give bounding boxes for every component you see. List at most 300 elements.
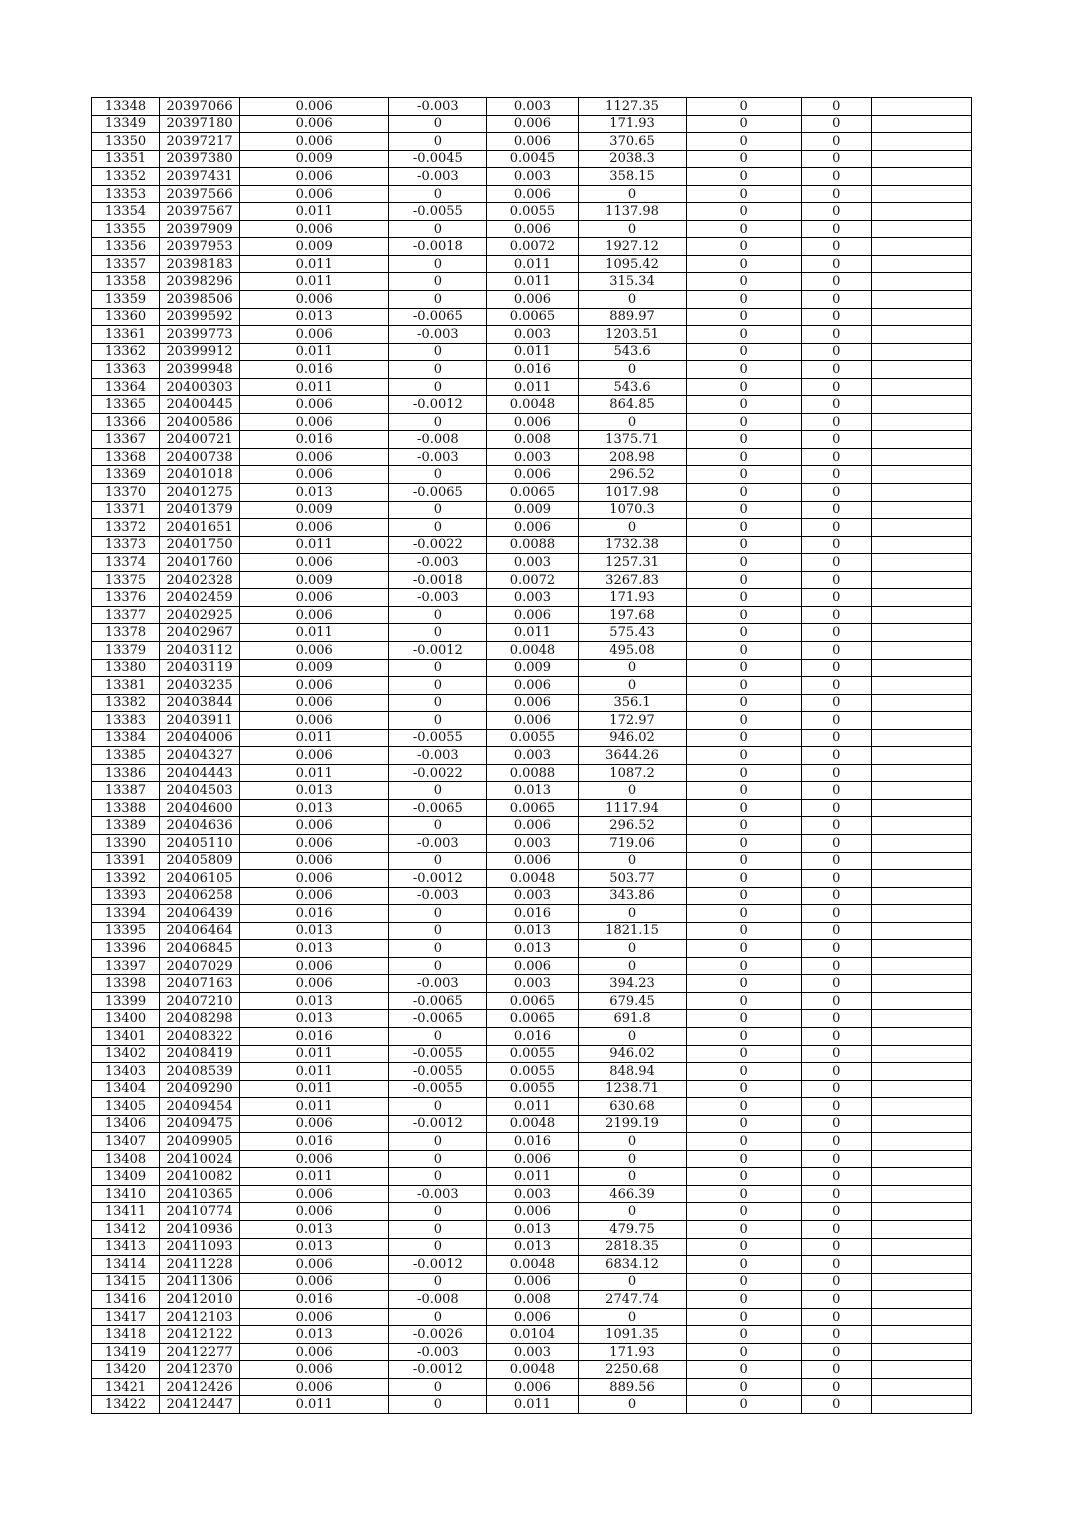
table-cell: 13395 bbox=[92, 922, 160, 940]
table-cell: 0 bbox=[389, 378, 487, 396]
table-cell: 0.013 bbox=[240, 992, 389, 1010]
table-cell: 0 bbox=[686, 940, 801, 958]
table-cell: 1117.94 bbox=[578, 799, 686, 817]
table-cell: 0 bbox=[801, 1098, 871, 1116]
table-cell: 370.65 bbox=[578, 133, 686, 151]
table-cell: 0 bbox=[389, 677, 487, 695]
table-cell: 0.006 bbox=[240, 887, 389, 905]
table-cell: 0.013 bbox=[240, 1326, 389, 1344]
table-cell: 0 bbox=[686, 1343, 801, 1361]
table-cell: 1257.31 bbox=[578, 554, 686, 572]
table-cell: 20406258 bbox=[160, 887, 240, 905]
table-cell: 0 bbox=[801, 975, 871, 993]
table-row bbox=[92, 168, 972, 186]
table-cell: 13355 bbox=[92, 220, 160, 238]
table-cell: 0 bbox=[389, 255, 487, 273]
table-cell: 20404327 bbox=[160, 747, 240, 765]
table-cell: 0 bbox=[686, 1291, 801, 1309]
table-cell: -0.0012 bbox=[389, 641, 487, 659]
table-cell: 0.0065 bbox=[487, 992, 578, 1010]
data-table bbox=[91, 97, 972, 1414]
table-cell: 0.006 bbox=[240, 554, 389, 572]
table-cell: 0.013 bbox=[240, 940, 389, 958]
table-cell: 0 bbox=[801, 1010, 871, 1028]
table-cell: 1017.98 bbox=[578, 484, 686, 502]
table-cell: 13365 bbox=[92, 396, 160, 414]
table-cell: 0 bbox=[686, 1273, 801, 1291]
table-cell bbox=[871, 1133, 971, 1151]
table-cell: 0 bbox=[578, 1168, 686, 1186]
table-cell: 0 bbox=[389, 1238, 487, 1256]
table-row bbox=[92, 852, 972, 870]
table-cell: 3267.83 bbox=[578, 571, 686, 589]
table-row bbox=[92, 554, 972, 572]
table-cell: 0 bbox=[389, 291, 487, 309]
table-cell bbox=[871, 922, 971, 940]
table-cell: 13376 bbox=[92, 589, 160, 607]
table-cell: 0.006 bbox=[487, 1378, 578, 1396]
table-cell: 0.006 bbox=[240, 1115, 389, 1133]
table-cell bbox=[871, 361, 971, 379]
table-cell: 0 bbox=[578, 1273, 686, 1291]
table-cell: 0 bbox=[686, 1098, 801, 1116]
table-cell: -0.003 bbox=[389, 448, 487, 466]
table-cell: 13404 bbox=[92, 1080, 160, 1098]
table-cell: 0.006 bbox=[240, 168, 389, 186]
table-cell: 0.0055 bbox=[487, 1063, 578, 1081]
table-cell: 0.006 bbox=[240, 1273, 389, 1291]
table-cell: 0.003 bbox=[487, 747, 578, 765]
table-cell: 0 bbox=[686, 1063, 801, 1081]
table-cell: 20397180 bbox=[160, 115, 240, 133]
table-cell: 172.97 bbox=[578, 712, 686, 730]
table-cell: 20404503 bbox=[160, 782, 240, 800]
table-cell: 0.006 bbox=[240, 115, 389, 133]
table-cell bbox=[871, 1378, 971, 1396]
table-cell: 3644.26 bbox=[578, 747, 686, 765]
table-cell: -0.003 bbox=[389, 975, 487, 993]
table-cell: -0.003 bbox=[389, 168, 487, 186]
table-cell: 0 bbox=[686, 1115, 801, 1133]
table-cell: 13378 bbox=[92, 624, 160, 642]
table-cell: 0.006 bbox=[240, 1308, 389, 1326]
table-cell: 0 bbox=[686, 343, 801, 361]
table-cell: 946.02 bbox=[578, 729, 686, 747]
table-cell: 0.011 bbox=[240, 729, 389, 747]
table-cell: 20397380 bbox=[160, 150, 240, 168]
table-cell: 0 bbox=[389, 220, 487, 238]
table-cell: 0.0065 bbox=[487, 799, 578, 817]
table-cell: 0.016 bbox=[240, 1291, 389, 1309]
table-cell: 0 bbox=[389, 1203, 487, 1221]
table-cell: 0 bbox=[686, 220, 801, 238]
table-cell: 13420 bbox=[92, 1361, 160, 1379]
table-cell: 0 bbox=[801, 1080, 871, 1098]
table-cell: 20397567 bbox=[160, 203, 240, 221]
table-row bbox=[92, 133, 972, 151]
table-cell: 0 bbox=[801, 624, 871, 642]
table-cell: -0.0026 bbox=[389, 1326, 487, 1344]
table-cell: 0.0065 bbox=[487, 308, 578, 326]
table-cell: 0.0055 bbox=[487, 729, 578, 747]
table-cell: 0.016 bbox=[240, 361, 389, 379]
table-cell: 0.013 bbox=[487, 782, 578, 800]
table-cell: 0.0048 bbox=[487, 1115, 578, 1133]
table-cell: 13413 bbox=[92, 1238, 160, 1256]
table-row bbox=[92, 1273, 972, 1291]
table-cell: 0 bbox=[801, 1168, 871, 1186]
table-cell: 0.006 bbox=[240, 641, 389, 659]
table-cell: 0.006 bbox=[240, 817, 389, 835]
table-cell: 0 bbox=[686, 536, 801, 554]
table-cell: 197.68 bbox=[578, 606, 686, 624]
table-cell: 691.8 bbox=[578, 1010, 686, 1028]
table-cell: 13412 bbox=[92, 1221, 160, 1239]
table-row bbox=[92, 238, 972, 256]
table-cell: 1087.2 bbox=[578, 764, 686, 782]
table-cell: 0 bbox=[801, 957, 871, 975]
table-cell: 13387 bbox=[92, 782, 160, 800]
table-cell: 0.0048 bbox=[487, 1361, 578, 1379]
table-cell: 171.93 bbox=[578, 1343, 686, 1361]
table-cell: 20408322 bbox=[160, 1027, 240, 1045]
table-cell: 0.011 bbox=[240, 203, 389, 221]
table-cell: 0.016 bbox=[487, 1133, 578, 1151]
table-cell: 0 bbox=[686, 659, 801, 677]
table-cell bbox=[871, 238, 971, 256]
table-cell: 0 bbox=[686, 1133, 801, 1151]
table-cell: 0 bbox=[686, 870, 801, 888]
table-row bbox=[92, 1326, 972, 1344]
table-cell: 0 bbox=[801, 431, 871, 449]
table-row bbox=[92, 150, 972, 168]
table-cell: 20412122 bbox=[160, 1326, 240, 1344]
table-cell: 0.013 bbox=[240, 1010, 389, 1028]
table-cell: 679.45 bbox=[578, 992, 686, 1010]
table-cell: -0.0065 bbox=[389, 799, 487, 817]
table-cell: -0.0055 bbox=[389, 1045, 487, 1063]
table-cell: 0 bbox=[389, 659, 487, 677]
table-cell: 13417 bbox=[92, 1308, 160, 1326]
table-cell: 13419 bbox=[92, 1343, 160, 1361]
table-cell: 20401018 bbox=[160, 466, 240, 484]
table-cell: 575.43 bbox=[578, 624, 686, 642]
table-cell: 0.0065 bbox=[487, 484, 578, 502]
table-cell: -0.0065 bbox=[389, 992, 487, 1010]
table-cell: 13400 bbox=[92, 1010, 160, 1028]
table-cell: 0.011 bbox=[240, 1098, 389, 1116]
table-cell: 296.52 bbox=[578, 466, 686, 484]
table-cell: 13401 bbox=[92, 1027, 160, 1045]
table-cell bbox=[871, 1045, 971, 1063]
table-cell: 0 bbox=[801, 1326, 871, 1344]
table-cell: 0.006 bbox=[240, 606, 389, 624]
table-cell: 0 bbox=[578, 782, 686, 800]
table-cell: 13348 bbox=[92, 98, 160, 116]
table-cell: 13399 bbox=[92, 992, 160, 1010]
table-cell: 0 bbox=[389, 1221, 487, 1239]
table-cell: 0.006 bbox=[240, 975, 389, 993]
table-cell: 0 bbox=[801, 641, 871, 659]
table-cell bbox=[871, 957, 971, 975]
table-cell: 13367 bbox=[92, 431, 160, 449]
table-cell: 0.016 bbox=[487, 905, 578, 923]
table-cell: 0 bbox=[686, 957, 801, 975]
table-cell: 0 bbox=[686, 1027, 801, 1045]
table-cell bbox=[871, 273, 971, 291]
table-cell: -0.0055 bbox=[389, 729, 487, 747]
table-cell: 0.006 bbox=[487, 291, 578, 309]
table-cell: 0 bbox=[686, 1256, 801, 1274]
table-cell: 0 bbox=[686, 133, 801, 151]
table-row bbox=[92, 922, 972, 940]
table-cell: 13398 bbox=[92, 975, 160, 993]
table-cell bbox=[871, 870, 971, 888]
table-cell: 0.011 bbox=[487, 1168, 578, 1186]
table-cell: 20398506 bbox=[160, 291, 240, 309]
table-cell: 13407 bbox=[92, 1133, 160, 1151]
table-cell: 0.006 bbox=[240, 291, 389, 309]
table-cell: 0 bbox=[801, 940, 871, 958]
table-cell: -0.0012 bbox=[389, 870, 487, 888]
table-cell: 20412010 bbox=[160, 1291, 240, 1309]
table-cell: 0 bbox=[686, 1168, 801, 1186]
table-cell: 630.68 bbox=[578, 1098, 686, 1116]
table-cell: 13385 bbox=[92, 747, 160, 765]
table-cell: 0 bbox=[389, 782, 487, 800]
table-cell: 0 bbox=[389, 957, 487, 975]
table-cell: 466.39 bbox=[578, 1185, 686, 1203]
table-cell: 0.006 bbox=[487, 712, 578, 730]
table-cell: 0.009 bbox=[240, 571, 389, 589]
table-cell: 13414 bbox=[92, 1256, 160, 1274]
table-row bbox=[92, 396, 972, 414]
table-cell: 0.011 bbox=[240, 378, 389, 396]
table-cell bbox=[871, 554, 971, 572]
table-cell: 171.93 bbox=[578, 589, 686, 607]
table-row bbox=[92, 571, 972, 589]
table-cell: 0 bbox=[389, 361, 487, 379]
table-cell: 20403112 bbox=[160, 641, 240, 659]
table-cell: 0 bbox=[801, 501, 871, 519]
table-cell bbox=[871, 484, 971, 502]
table-row bbox=[92, 834, 972, 852]
table-cell: 20409905 bbox=[160, 1133, 240, 1151]
table-cell: 0 bbox=[686, 466, 801, 484]
table-cell: 0.013 bbox=[240, 782, 389, 800]
table-row bbox=[92, 361, 972, 379]
table-cell: 0 bbox=[389, 905, 487, 923]
table-cell: 0 bbox=[686, 255, 801, 273]
table-cell: 0.016 bbox=[240, 1133, 389, 1151]
table-cell: 0 bbox=[686, 203, 801, 221]
table-cell: 0 bbox=[578, 957, 686, 975]
table-cell: 0 bbox=[801, 834, 871, 852]
table-cell: 864.85 bbox=[578, 396, 686, 414]
table-cell: 0 bbox=[686, 519, 801, 537]
table-cell: 0.013 bbox=[240, 799, 389, 817]
table-cell: 0.006 bbox=[240, 747, 389, 765]
table-cell: 20398183 bbox=[160, 255, 240, 273]
table-cell bbox=[871, 729, 971, 747]
table-cell: 0.006 bbox=[487, 1150, 578, 1168]
table-cell: 13403 bbox=[92, 1063, 160, 1081]
table-row bbox=[92, 1027, 972, 1045]
table-cell bbox=[871, 1080, 971, 1098]
table-cell: 0 bbox=[578, 519, 686, 537]
table-cell: 20406845 bbox=[160, 940, 240, 958]
table-cell: 0 bbox=[801, 870, 871, 888]
table-cell: 394.23 bbox=[578, 975, 686, 993]
table-cell: 13394 bbox=[92, 905, 160, 923]
table-cell: 0.009 bbox=[240, 501, 389, 519]
table-cell: 0.011 bbox=[487, 1098, 578, 1116]
table-row bbox=[92, 1150, 972, 1168]
table-cell bbox=[871, 677, 971, 695]
table-cell bbox=[871, 291, 971, 309]
table-cell: 0.006 bbox=[240, 220, 389, 238]
table-cell: 0 bbox=[389, 940, 487, 958]
table-cell: 0 bbox=[801, 659, 871, 677]
table-cell: 13357 bbox=[92, 255, 160, 273]
table-cell: 20407163 bbox=[160, 975, 240, 993]
table-cell: 20398296 bbox=[160, 273, 240, 291]
table-row bbox=[92, 1308, 972, 1326]
table-cell: 20409475 bbox=[160, 1115, 240, 1133]
table-cell: 343.86 bbox=[578, 887, 686, 905]
table-cell: 0.0048 bbox=[487, 1256, 578, 1274]
table-cell: 0 bbox=[801, 1150, 871, 1168]
table-cell: 0 bbox=[801, 238, 871, 256]
table-cell: 0 bbox=[389, 1273, 487, 1291]
table-cell: 848.94 bbox=[578, 1063, 686, 1081]
table-cell: 13388 bbox=[92, 799, 160, 817]
table-cell: 479.75 bbox=[578, 1221, 686, 1239]
table-row bbox=[92, 1098, 972, 1116]
table-cell: 0 bbox=[389, 624, 487, 642]
table-cell: 0 bbox=[686, 431, 801, 449]
table-cell: 0.006 bbox=[240, 870, 389, 888]
table-cell: 0.003 bbox=[487, 834, 578, 852]
table-cell: 20406105 bbox=[160, 870, 240, 888]
table-row bbox=[92, 870, 972, 888]
table-cell: 0 bbox=[801, 922, 871, 940]
table-cell: 1127.35 bbox=[578, 98, 686, 116]
table-cell: 20410774 bbox=[160, 1203, 240, 1221]
table-cell bbox=[871, 641, 971, 659]
table-cell: 0.006 bbox=[487, 115, 578, 133]
table-cell: 20411093 bbox=[160, 1238, 240, 1256]
table-cell bbox=[871, 1027, 971, 1045]
table-cell bbox=[871, 466, 971, 484]
table-cell: -0.003 bbox=[389, 887, 487, 905]
table-cell: 20412426 bbox=[160, 1378, 240, 1396]
table-cell: 0 bbox=[801, 571, 871, 589]
table-cell: 6834.12 bbox=[578, 1256, 686, 1274]
table-cell bbox=[871, 326, 971, 344]
table-cell: 13386 bbox=[92, 764, 160, 782]
table-cell: 13416 bbox=[92, 1291, 160, 1309]
table-cell: 0 bbox=[389, 413, 487, 431]
table-cell: 0 bbox=[801, 992, 871, 1010]
table-cell: 20407210 bbox=[160, 992, 240, 1010]
table-cell: 20411228 bbox=[160, 1256, 240, 1274]
table-cell bbox=[871, 694, 971, 712]
table-cell bbox=[871, 571, 971, 589]
table-cell: 0.006 bbox=[240, 589, 389, 607]
table-cell: 358.15 bbox=[578, 168, 686, 186]
table-cell bbox=[871, 168, 971, 186]
table-cell: 2038.3 bbox=[578, 150, 686, 168]
table-cell: 0 bbox=[578, 361, 686, 379]
table-cell: 1070.3 bbox=[578, 501, 686, 519]
table-cell: 20397066 bbox=[160, 98, 240, 116]
table-cell: 0.003 bbox=[487, 326, 578, 344]
table-cell: -0.003 bbox=[389, 554, 487, 572]
table-cell: 13358 bbox=[92, 273, 160, 291]
table-cell: 0 bbox=[389, 343, 487, 361]
table-cell: 0 bbox=[686, 922, 801, 940]
table-cell: 20406464 bbox=[160, 922, 240, 940]
table-cell: 0 bbox=[801, 1396, 871, 1414]
table-row bbox=[92, 1238, 972, 1256]
table-row bbox=[92, 326, 972, 344]
table-cell bbox=[871, 887, 971, 905]
table-cell: 20401379 bbox=[160, 501, 240, 519]
table-row bbox=[92, 624, 972, 642]
table-cell: 0 bbox=[686, 396, 801, 414]
table-cell: 0.013 bbox=[487, 940, 578, 958]
table-cell: 20404636 bbox=[160, 817, 240, 835]
table-cell: 0.006 bbox=[240, 834, 389, 852]
table-cell: 543.6 bbox=[578, 378, 686, 396]
table-cell bbox=[871, 519, 971, 537]
table-cell bbox=[871, 1221, 971, 1239]
table-cell: 20403911 bbox=[160, 712, 240, 730]
table-row bbox=[92, 466, 972, 484]
table-cell bbox=[871, 203, 971, 221]
table-cell: 0 bbox=[801, 817, 871, 835]
table-cell: 0 bbox=[686, 361, 801, 379]
table-cell: 0 bbox=[686, 712, 801, 730]
table-cell: 0 bbox=[686, 694, 801, 712]
table-row bbox=[92, 115, 972, 133]
table-cell: 0.011 bbox=[487, 255, 578, 273]
table-row bbox=[92, 1291, 972, 1309]
table-cell: 0 bbox=[686, 501, 801, 519]
table-cell: 0 bbox=[686, 1378, 801, 1396]
table-cell: 20400445 bbox=[160, 396, 240, 414]
table-cell bbox=[871, 1308, 971, 1326]
table-cell: 13359 bbox=[92, 291, 160, 309]
table-cell: 0 bbox=[801, 220, 871, 238]
table-row bbox=[92, 641, 972, 659]
table-cell: 0 bbox=[686, 1326, 801, 1344]
table-cell: 0.006 bbox=[487, 606, 578, 624]
table-cell: 13409 bbox=[92, 1168, 160, 1186]
table-cell: 20403119 bbox=[160, 659, 240, 677]
table-cell: 13350 bbox=[92, 133, 160, 151]
table-cell: 0 bbox=[389, 273, 487, 291]
table-cell: 0 bbox=[389, 1027, 487, 1045]
table-cell: 0.006 bbox=[487, 817, 578, 835]
table-cell: 0 bbox=[801, 1361, 871, 1379]
table-cell: 0.011 bbox=[240, 764, 389, 782]
table-cell: 0.0072 bbox=[487, 571, 578, 589]
table-cell: 20404006 bbox=[160, 729, 240, 747]
table-cell: 0.011 bbox=[487, 343, 578, 361]
table-cell: 13373 bbox=[92, 536, 160, 554]
